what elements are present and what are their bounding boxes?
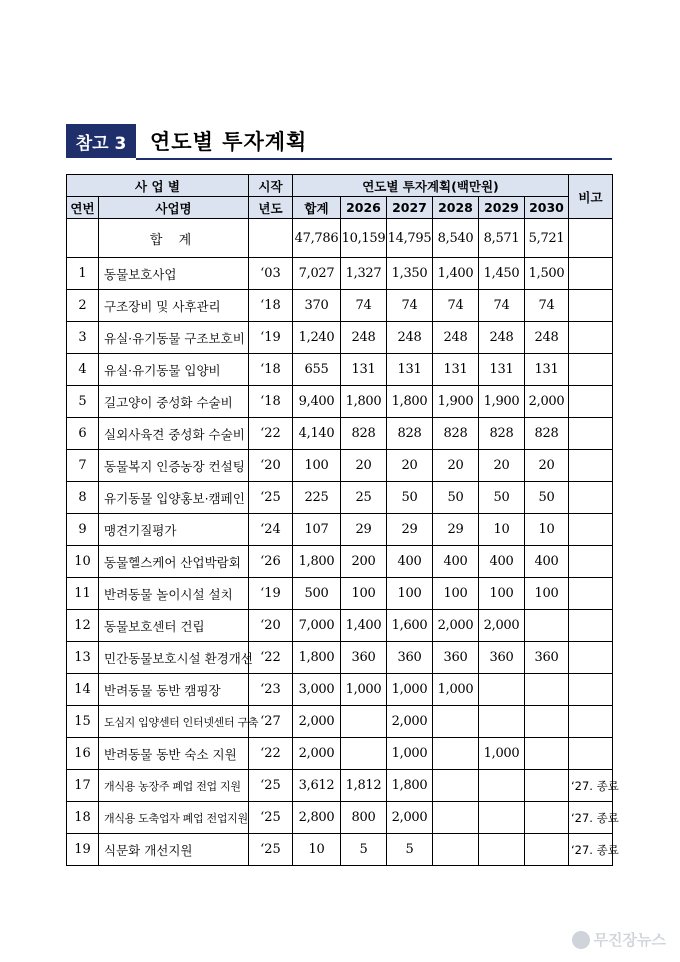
table-row — [67, 642, 613, 674]
row-year-value — [433, 802, 479, 834]
row-year-value: 800 — [341, 802, 387, 834]
row-year-value: 248 — [525, 322, 569, 354]
row-business-name: 식문화 개선지원 — [99, 834, 249, 866]
row-business-name: 길고양이 중성화 수술비 — [99, 386, 249, 418]
row-year-value: 74 — [341, 290, 387, 322]
row-year-value: 1,600 — [387, 610, 433, 642]
row-number: 19 — [67, 834, 99, 866]
header-no: 연번 — [67, 197, 99, 219]
row-total: 1,800 — [293, 642, 341, 674]
row-year-value — [525, 674, 569, 706]
row-number: 15 — [67, 706, 99, 738]
row-business-name: 민간동물보호시설 환경개선 — [99, 642, 249, 674]
row-year-value: 50 — [433, 482, 479, 514]
row-business-name: 개식용 도축업자 폐업 전업지원 — [99, 802, 249, 834]
row-total: 1,800 — [293, 546, 341, 578]
total-row — [67, 219, 613, 258]
row-year-value: 828 — [525, 418, 569, 450]
row-number: 5 — [67, 386, 99, 418]
row-year-value: 50 — [387, 482, 433, 514]
table-row — [67, 290, 613, 322]
row-year-value: 2,000 — [433, 610, 479, 642]
row-business-name: 동물복지 인증농장 컨설팅 — [99, 450, 249, 482]
table-row — [67, 738, 613, 770]
row-start-year: ‘23 — [249, 674, 293, 706]
row-year-value: 400 — [387, 546, 433, 578]
row-year-value: 1,450 — [479, 258, 525, 290]
row-year-value: 1,800 — [341, 386, 387, 418]
total-start-cell — [249, 219, 293, 258]
row-start-year: ‘24 — [249, 514, 293, 546]
row-business-name: 반려동물 동반 캠핑장 — [99, 674, 249, 706]
row-business-name: 도심지 입양센터 인터넷센터 구축 — [99, 706, 249, 738]
row-year-value: 200 — [341, 546, 387, 578]
row-year-value: 1,900 — [433, 386, 479, 418]
row-business-name: 개식용 농장주 폐업 전업 지원 — [99, 770, 249, 802]
header-year: 2027 — [387, 197, 433, 219]
row-number: 1 — [67, 258, 99, 290]
row-total: 107 — [293, 514, 341, 546]
row-note — [569, 258, 613, 290]
row-year-value: 1,000 — [387, 674, 433, 706]
row-business-name: 맹견기질평가 — [99, 514, 249, 546]
row-year-value: 1,400 — [341, 610, 387, 642]
row-year-value: 1,900 — [479, 386, 525, 418]
row-total: 500 — [293, 578, 341, 610]
header-year: 2029 — [479, 197, 525, 219]
row-number: 6 — [67, 418, 99, 450]
table-row — [67, 354, 613, 386]
row-start-year: ‘19 — [249, 578, 293, 610]
table-row — [67, 770, 613, 802]
row-year-value: 1,500 — [525, 258, 569, 290]
table-row — [67, 802, 613, 834]
row-year-value: 1,350 — [387, 258, 433, 290]
row-year-value: 10 — [525, 514, 569, 546]
row-total: 370 — [293, 290, 341, 322]
row-start-year: ‘26 — [249, 546, 293, 578]
row-year-value: 131 — [341, 354, 387, 386]
investment-plan-table — [66, 174, 619, 866]
row-year-value — [341, 706, 387, 738]
row-year-value: 2,000 — [479, 610, 525, 642]
row-year-value: 1,000 — [433, 674, 479, 706]
table-row — [67, 418, 613, 450]
row-note: ‘27. 종료 — [569, 802, 613, 834]
row-start-year: ‘20 — [249, 610, 293, 642]
row-year-value: 100 — [341, 578, 387, 610]
row-year-value: 29 — [433, 514, 479, 546]
row-note — [569, 642, 613, 674]
row-year-value — [525, 802, 569, 834]
row-year-value: 131 — [433, 354, 479, 386]
row-note — [569, 514, 613, 546]
row-year-value: 131 — [479, 354, 525, 386]
row-start-year: ‘25 — [249, 834, 293, 866]
row-year-value: 2,000 — [387, 802, 433, 834]
table-row — [67, 514, 613, 546]
row-year-value — [433, 770, 479, 802]
row-year-value — [525, 770, 569, 802]
row-year-value: 5 — [341, 834, 387, 866]
header-year: 2026 — [341, 197, 387, 219]
row-note — [569, 578, 613, 610]
row-start-year: ‘22 — [249, 642, 293, 674]
section-heading — [66, 124, 612, 162]
row-total: 3,000 — [293, 674, 341, 706]
row-year-value: 1,327 — [341, 258, 387, 290]
row-note: ‘27. 종료 — [569, 770, 613, 802]
header-start: 시작 — [249, 175, 293, 197]
row-year-value: 1,000 — [387, 738, 433, 770]
row-total: 100 — [293, 450, 341, 482]
row-note — [569, 610, 613, 642]
row-total: 7,027 — [293, 258, 341, 290]
row-total: 1,240 — [293, 322, 341, 354]
row-year-value: 100 — [433, 578, 479, 610]
row-year-value: 74 — [387, 290, 433, 322]
header-year: 2030 — [525, 197, 569, 219]
row-business-name: 유기동물 입양홍보·캠페인 — [99, 482, 249, 514]
row-year-value: 400 — [433, 546, 479, 578]
table-row — [67, 674, 613, 706]
row-note — [569, 706, 613, 738]
table-row — [67, 578, 613, 610]
heading-underline — [136, 158, 612, 160]
row-note — [569, 546, 613, 578]
row-total: 2,800 — [293, 802, 341, 834]
row-year-value: 400 — [479, 546, 525, 578]
row-note — [569, 322, 613, 354]
row-number: 4 — [67, 354, 99, 386]
row-total: 3,612 — [293, 770, 341, 802]
row-year-value: 5 — [387, 834, 433, 866]
row-year-value — [341, 738, 387, 770]
row-note — [569, 482, 613, 514]
row-business-name: 동물헬스케어 산업박람회 — [99, 546, 249, 578]
row-year-value: 360 — [525, 642, 569, 674]
row-year-value — [525, 834, 569, 866]
watermark — [572, 929, 666, 950]
table-row — [67, 482, 613, 514]
row-start-year: ‘25 — [249, 802, 293, 834]
total-year-value: 8,540 — [433, 219, 479, 258]
row-year-value: 25 — [341, 482, 387, 514]
row-note — [569, 354, 613, 386]
row-year-value: 100 — [479, 578, 525, 610]
row-number: 9 — [67, 514, 99, 546]
table-row — [67, 258, 613, 290]
row-business-name: 유실·유기동물 입양비 — [99, 354, 249, 386]
row-year-value — [525, 706, 569, 738]
table-row — [67, 386, 613, 418]
row-year-value: 248 — [341, 322, 387, 354]
row-business-name: 구조장비 및 사후관리 — [99, 290, 249, 322]
row-total: 9,400 — [293, 386, 341, 418]
row-year-value — [479, 834, 525, 866]
watermark-text: 무진장뉴스 — [593, 931, 666, 949]
row-number: 3 — [67, 322, 99, 354]
row-year-value: 74 — [433, 290, 479, 322]
row-note — [569, 450, 613, 482]
header-business: 사 업 별 — [67, 175, 249, 197]
row-business-name: 실외사육견 중성화 수술비 — [99, 418, 249, 450]
row-number: 7 — [67, 450, 99, 482]
row-total: 4,140 — [293, 418, 341, 450]
row-year-value: 2,000 — [525, 386, 569, 418]
row-start-year: ‘25 — [249, 482, 293, 514]
table-row — [67, 834, 613, 866]
total-note-cell — [569, 219, 613, 258]
table-row — [67, 546, 613, 578]
row-start-year: ‘18 — [249, 354, 293, 386]
row-year-value: 828 — [387, 418, 433, 450]
row-note — [569, 674, 613, 706]
row-year-value: 100 — [387, 578, 433, 610]
row-year-value — [479, 770, 525, 802]
row-business-name: 유실·유기동물 구조보호비 — [99, 322, 249, 354]
row-note — [569, 386, 613, 418]
row-number: 18 — [67, 802, 99, 834]
row-business-name: 반려동물 동반 숙소 지원 — [99, 738, 249, 770]
row-year-value: 1,400 — [433, 258, 479, 290]
row-note — [569, 290, 613, 322]
row-number: 16 — [67, 738, 99, 770]
row-year-value: 1,000 — [341, 674, 387, 706]
row-start-year: ‘18 — [249, 386, 293, 418]
row-note: ‘27. 종료 — [569, 834, 613, 866]
row-total: 2,000 — [293, 706, 341, 738]
total-label: 합 계 — [99, 219, 249, 258]
row-business-name: 반려동물 놀이시설 설치 — [99, 578, 249, 610]
row-year-value: 20 — [341, 450, 387, 482]
row-note — [569, 418, 613, 450]
row-year-value — [525, 610, 569, 642]
header-note: 비고 — [569, 175, 613, 219]
row-year-value: 20 — [479, 450, 525, 482]
row-year-value: 828 — [341, 418, 387, 450]
row-number: 14 — [67, 674, 99, 706]
row-year-value: 828 — [433, 418, 479, 450]
total-year-value: 8,571 — [479, 219, 525, 258]
row-start-year: ‘20 — [249, 450, 293, 482]
total-year-value: 14,795 — [387, 219, 433, 258]
row-year-value: 248 — [433, 322, 479, 354]
row-year-value: 74 — [479, 290, 525, 322]
table-row — [67, 450, 613, 482]
total-sum: 47,786 — [293, 219, 341, 258]
row-year-value: 828 — [479, 418, 525, 450]
row-year-value — [479, 706, 525, 738]
row-start-year: ‘22 — [249, 738, 293, 770]
row-year-value: 29 — [341, 514, 387, 546]
row-year-value: 360 — [387, 642, 433, 674]
row-year-value — [479, 802, 525, 834]
section-tag: 참고 3 — [66, 124, 136, 158]
row-year-value — [433, 834, 479, 866]
row-business-name: 동물보호사업 — [99, 258, 249, 290]
row-year-value — [433, 738, 479, 770]
table-row — [67, 322, 613, 354]
total-no-cell — [67, 219, 99, 258]
header-plan: 연도별 투자계획(백만원) — [293, 175, 569, 197]
row-year-value: 360 — [341, 642, 387, 674]
row-year-value — [525, 738, 569, 770]
row-number: 8 — [67, 482, 99, 514]
row-total: 655 — [293, 354, 341, 386]
row-year-value — [433, 706, 479, 738]
header-year: 2028 — [433, 197, 479, 219]
row-start-year: ‘27 — [249, 706, 293, 738]
row-number: 10 — [67, 546, 99, 578]
row-year-value: 248 — [387, 322, 433, 354]
header-start-year: 년도 — [249, 197, 293, 219]
row-year-value: 131 — [525, 354, 569, 386]
row-year-value: 1,800 — [387, 770, 433, 802]
row-total: 10 — [293, 834, 341, 866]
header-name: 사업명 — [99, 197, 249, 219]
row-year-value: 10 — [479, 514, 525, 546]
row-number: 13 — [67, 642, 99, 674]
row-year-value: 100 — [525, 578, 569, 610]
row-total: 225 — [293, 482, 341, 514]
row-start-year: ‘22 — [249, 418, 293, 450]
row-start-year: ‘18 — [249, 290, 293, 322]
row-year-value — [479, 674, 525, 706]
row-start-year: ‘25 — [249, 770, 293, 802]
row-year-value: 360 — [433, 642, 479, 674]
row-year-value: 50 — [479, 482, 525, 514]
row-total: 2,000 — [293, 738, 341, 770]
row-year-value: 20 — [387, 450, 433, 482]
total-year-value: 10,159 — [341, 219, 387, 258]
row-year-value: 50 — [525, 482, 569, 514]
row-start-year: ‘19 — [249, 322, 293, 354]
row-year-value: 1,812 — [341, 770, 387, 802]
row-year-value: 74 — [525, 290, 569, 322]
row-number: 11 — [67, 578, 99, 610]
row-year-value: 400 — [525, 546, 569, 578]
row-year-value: 248 — [479, 322, 525, 354]
header-total: 합계 — [293, 197, 341, 219]
row-business-name: 동물보호센터 건립 — [99, 610, 249, 642]
table-row — [67, 610, 613, 642]
row-year-value: 20 — [525, 450, 569, 482]
row-year-value: 360 — [479, 642, 525, 674]
total-year-value: 5,721 — [525, 219, 569, 258]
row-note — [569, 738, 613, 770]
watermark-logo-icon — [572, 931, 590, 949]
row-number: 2 — [67, 290, 99, 322]
row-year-value: 29 — [387, 514, 433, 546]
section-title: 연도별 투자계획 — [150, 130, 308, 154]
row-start-year: ‘03 — [249, 258, 293, 290]
row-number: 17 — [67, 770, 99, 802]
row-year-value: 2,000 — [387, 706, 433, 738]
row-year-value: 1,800 — [387, 386, 433, 418]
row-number: 12 — [67, 610, 99, 642]
table-row — [67, 706, 613, 738]
row-year-value: 131 — [387, 354, 433, 386]
row-year-value: 20 — [433, 450, 479, 482]
row-year-value: 1,000 — [479, 738, 525, 770]
row-total: 7,000 — [293, 610, 341, 642]
